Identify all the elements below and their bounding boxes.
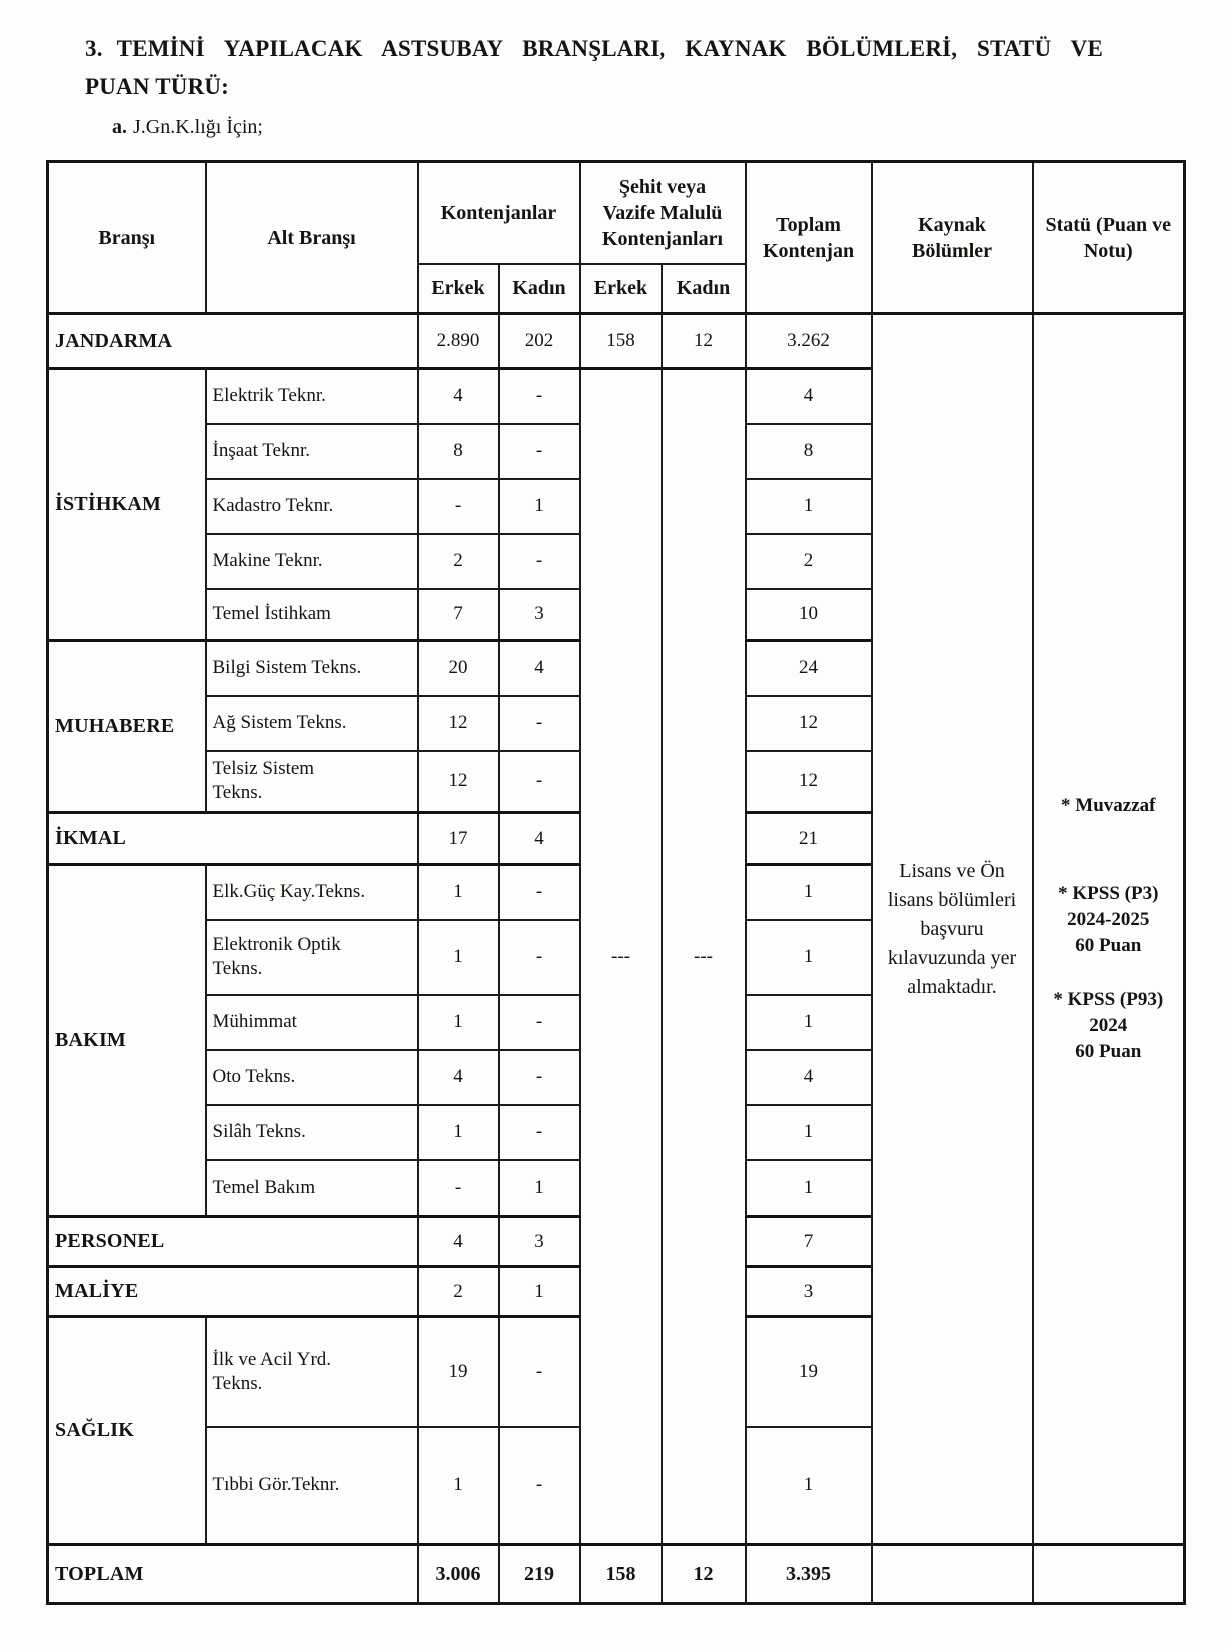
branch-jandarma-label: JANDARMA [48,314,418,369]
sehit-erkek-placeholder: --- [580,369,662,1545]
total-cell: 1 [746,1427,872,1545]
subbranch-label: Makine Teknr. [206,534,418,589]
quota-cell: 4 [418,369,499,424]
quota-cell: 202 [499,314,580,369]
statu-notes [1033,314,1185,1545]
quota-table [46,160,1186,1605]
subbranch-label: Tıbbi Gör.Teknr. [206,1427,418,1545]
quota-cell: 3 [499,1217,580,1267]
section-title-text: TEMİNİ YAPILACAK ASTSUBAY BRANŞLARI, KAYNAK BÖLÜMLERİ, STATÜ VE [116,36,1103,61]
total-cell: 3 [746,1267,872,1317]
branch-bakim-label: BAKIM [48,865,206,1217]
quota-cell: 1 [418,920,499,995]
total-cell: 7 [746,1217,872,1267]
subbranch-label: Mühimmat [206,995,418,1050]
sehit-kadin-placeholder: --- [662,369,746,1545]
quota-cell: - [499,865,580,920]
quota-cell: 1 [418,865,499,920]
kaynak-bolumler-note: Lisans ve Ön lisans bölümleri başvuru kılavuzunda yer almaktadır. [872,314,1033,1545]
total-cell: 2 [746,534,872,589]
header-sehit-kontenjanlari: Şehit veya Vazife Malulü Kontenjanları [580,162,746,264]
branch-personel-label: PERSONEL [48,1217,418,1267]
branch-maliye-label: MALİYE [48,1267,418,1317]
header-kontenjanlar: Kontenjanlar [418,162,580,264]
total-cell: 1 [746,865,872,920]
quota-cell: 158 [580,1545,662,1604]
list-item-letter: a. [112,116,127,138]
subbranch-label: Ağ Sistem Tekns. [206,696,418,751]
quota-cell: 158 [580,314,662,369]
quota-cell: 4 [418,1217,499,1267]
quota-cell: - [499,751,580,813]
quota-cell: 3.006 [418,1545,499,1604]
subbranch-label: Temel Bakım [206,1160,418,1217]
quota-cell: 219 [499,1545,580,1604]
row-toplam [48,1545,1185,1604]
subbranch-label: Elektrik Teknr. [206,369,418,424]
header-bransi: Branşı [48,162,206,314]
quota-cell: 4 [418,1050,499,1105]
quota-cell: 1 [418,1105,499,1160]
section-title [85,30,1103,106]
total-cell: 1 [746,479,872,534]
header-toplam-kontenjan: Toplam Kontenjan [746,162,872,314]
section-title-line1 [85,30,1103,68]
quota-cell: 1 [418,995,499,1050]
total-cell: 12 [746,696,872,751]
quota-cell: 1 [499,1160,580,1217]
list-item-a [112,116,263,139]
quota-cell: 4 [499,641,580,696]
header-kadin-2: Kadın [662,264,746,314]
quota-cell: - [499,1105,580,1160]
quota-cell: - [499,696,580,751]
header-statu: Statü (Puan ve Notu) [1033,162,1185,314]
quota-cell: 8 [418,424,499,479]
quota-cell: 1 [499,479,580,534]
quota-cell: 19 [418,1317,499,1427]
subbranch-label: Temel İstihkam [206,589,418,641]
quota-cell: - [499,1427,580,1545]
branch-istihkam-label: İSTİHKAM [48,369,206,641]
quota-cell: - [418,479,499,534]
statu-note-kpss-p93: * KPSS (P93) 2024 60 Puan [1053,989,1164,1062]
subbranch-label: Elektronik Optik Tekns. [206,920,418,995]
total-cell: 24 [746,641,872,696]
header-row-1 [48,162,1185,264]
empty-cell [872,1545,1033,1604]
quota-cell: 12 [662,1545,746,1604]
quota-cell: 12 [418,751,499,813]
total-cell: 19 [746,1317,872,1427]
total-cell: 3.395 [746,1545,872,1604]
branch-muhabere-label: MUHABERE [48,641,206,813]
section-number: 3. [85,36,103,61]
quota-cell: 2 [418,1267,499,1317]
quota-cell: 3 [499,589,580,641]
total-cell: 1 [746,920,872,995]
quota-cell: 4 [499,813,580,865]
quota-cell: 7 [418,589,499,641]
quota-cell: 2.890 [418,314,499,369]
quota-cell: 17 [418,813,499,865]
toplam-label: TOPLAM [48,1545,418,1604]
statu-note-muvazzaf: * Muvazzaf [1061,795,1156,816]
subbranch-label: Oto Tekns. [206,1050,418,1105]
quota-cell: - [499,995,580,1050]
quota-cell: - [499,920,580,995]
subbranch-label: İlk ve Acil Yrd. Tekns. [206,1317,418,1427]
header-kaynak-bolumler: Kaynak Bölümler [872,162,1033,314]
quota-cell: 2 [418,534,499,589]
subbranch-label: İnşaat Teknr. [206,424,418,479]
header-kadin-1: Kadın [499,264,580,314]
quota-cell: 20 [418,641,499,696]
quota-cell: 1 [418,1427,499,1545]
list-item-text: J.Gn.K.lığı İçin; [133,116,263,138]
quota-cell: - [418,1160,499,1217]
total-cell: 1 [746,1160,872,1217]
subbranch-label: Kadastro Teknr. [206,479,418,534]
total-cell: 4 [746,1050,872,1105]
branch-ikmal-label: İKMAL [48,813,418,865]
quota-cell: - [499,1317,580,1427]
quota-cell: 12 [662,314,746,369]
total-cell: 3.262 [746,314,872,369]
total-cell: 1 [746,995,872,1050]
branch-saglik-label: SAĞLIK [48,1317,206,1545]
subbranch-label: Silâh Tekns. [206,1105,418,1160]
header-erkek-2: Erkek [580,264,662,314]
total-cell: 1 [746,1105,872,1160]
total-cell: 4 [746,369,872,424]
subbranch-label: Elk.Güç Kay.Tekns. [206,865,418,920]
quota-cell: - [499,424,580,479]
subbranch-label: Bilgi Sistem Tekns. [206,641,418,696]
row-jandarma [48,314,1185,369]
empty-cell [1033,1545,1185,1604]
total-cell: 8 [746,424,872,479]
subbranch-label: Telsiz Sistem Tekns. [206,751,418,813]
quota-cell: 12 [418,696,499,751]
statu-note-kpss-p3: * KPSS (P3) 2024-2025 60 Puan [1058,883,1159,956]
total-cell: 21 [746,813,872,865]
quota-cell: - [499,369,580,424]
section-title-line2: PUAN TÜRÜ: [85,74,230,99]
header-erkek-1: Erkek [418,264,499,314]
quota-cell: 1 [499,1267,580,1317]
quota-cell: - [499,534,580,589]
total-cell: 12 [746,751,872,813]
total-cell: 10 [746,589,872,641]
quota-cell: - [499,1050,580,1105]
header-alt-bransi: Alt Branşı [206,162,418,314]
